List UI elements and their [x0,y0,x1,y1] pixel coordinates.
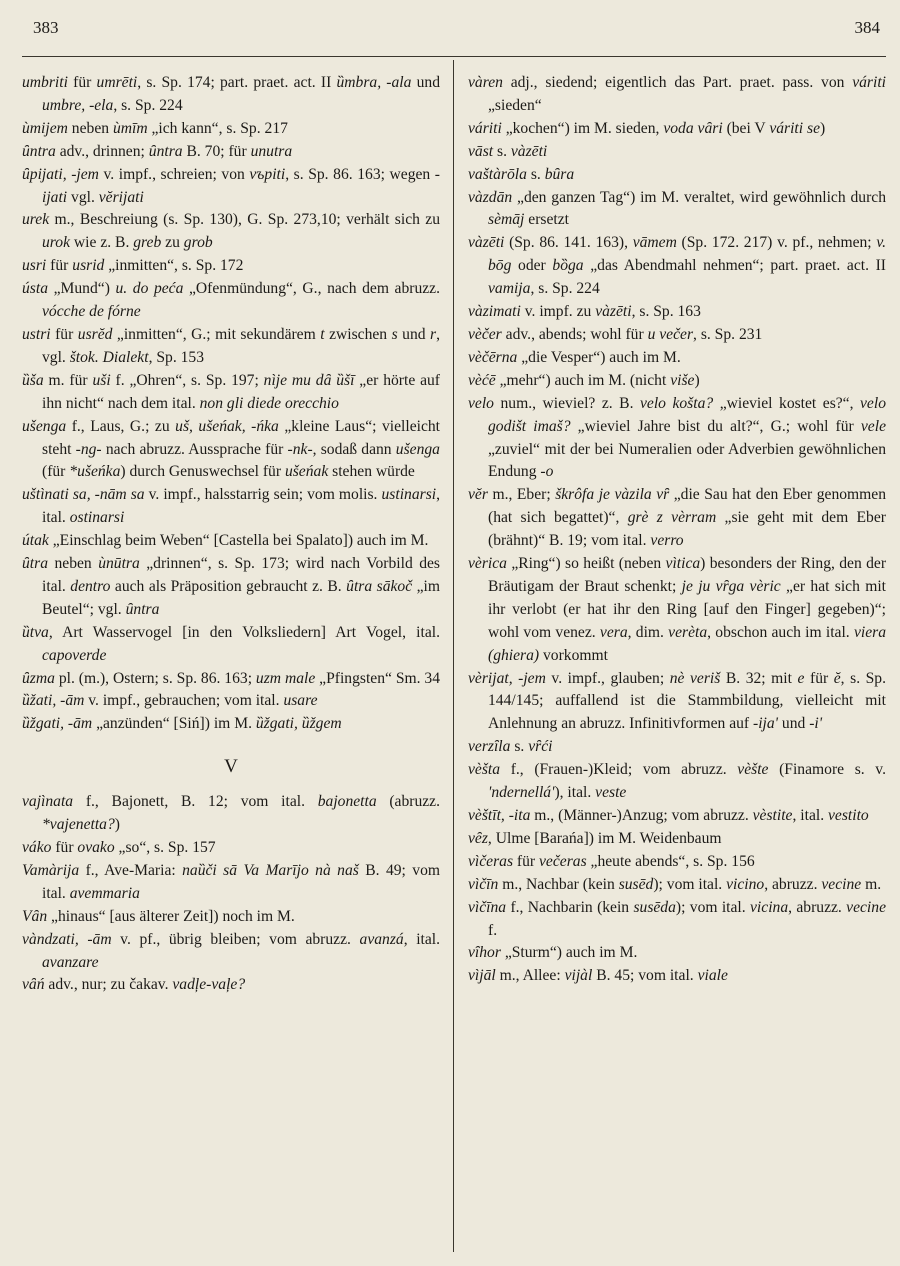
dictionary-entry: vìčeras für večeras „heute abends“, s. Sp. 156 [468,852,755,870]
dictionary-entry: vàzēti (Sp. 86. 141. 163), vāmem (Sp. 172. 217) v. pf., nehmen; v. bōg oder bȍga „das Abendmahl nehmen“; part. praet. act. II vamija, s. Sp. 224 [468,234,887,298]
dictionary-entry: Vȃn „hinaus“ [aus älterer Zeit]) noch im M. [22,907,295,925]
dictionary-entry: usri für usrid „inmitten“, s. Sp. 172 [22,257,244,275]
dictionary-entry: vèrijat, -jem v. impf., glauben; nè veriš B. 32; mit e für ĕ, s. Sp. 144/145; auffallend ist die Stammbildung, vielleicht mit Anlehnung an abruzz. Infinitivformen auf -ija' und -i' [468,669,887,733]
dictionary-entry: ustri für usrĕd „inmitten“, G.; mit sekundärem t zwischen s und r, vgl. štok. Dialekt, Sp. 153 [22,325,441,366]
right-column [468,72,886,988]
dictionary-entry: vìčīna f., Nachbarin (kein susēda); vom ital. vicina, abruzz. vecine f. [468,898,886,939]
dictionary-entry: ušenga f., Laus, G.; zu uš, ušeńak, -ńka „kleine Laus“; vielleicht steht -ng- nach abruzz. Aussprache für -nk-, sodaß dann ušenga (für *ušeńka) durch Genuswechsel für ušeńak stehen würde [22,417,440,481]
dictionary-entry: vèštīt, -ita m., (Männer-)Anzug; vom abruzz. vèstite, ital. vestito [468,807,869,824]
dictionary-entry: vaštàrōla s. bȗra [468,165,575,183]
dictionary-entry: vìjāl m., Allee: vijàl B. 45; vom ital. viale [468,967,728,985]
dictionary-entry: vajìnata f., Bajonett, B. 12; vom ital. bajonetta (abruzz. *vajenetta?) [22,793,440,834]
dictionary-entry: umbriti für umrēti, s. Sp. 174; part. praet. act. II ȕmbra, -ala und umbre, -ela, s. Sp. 224 [22,74,441,114]
dictionary-entry: vèrica „Ring“) so heißt (neben vìtica) besonders der Ring, den der Bräutigam der Braut schenkt; je ju vȓga vèric „er hat sich mit ihr verlobt (er hat ihr den Ring [auf den Finger] gegeben)“; wohl vom venez. vera, dim. verèta, obschon auch im ital. viera (ghiera) vorkommt [468,555,887,664]
left-column [22,72,440,997]
dictionary-entry: ȕžati, -ām v. impf., gebrauchen; vom ital. usare [22,692,318,710]
dictionary-entry: ȗzma pl. (m.), Ostern; s. Sp. 86. 163; uzm male „Pfingsten“ Sm. 34 [22,669,441,687]
dictionary-entry: vèčērna „die Vesper“) auch im M. [468,348,681,366]
dictionary-entry: vàzdān „den ganzen Tag“) im M. veraltet, wird gewöhnlich durch sèmāj ersetzt [468,188,886,229]
dictionary-entry: verzȋla s. vȓći [468,738,553,756]
dictionary-entry: vàren adj., siedend; eigentlich das Part. praet. pass. von váriti „sieden“ [468,74,886,114]
left-entries-u [22,72,440,736]
section-letter: V [224,756,238,778]
page-number-right: 384 [854,18,880,37]
dictionary-entry: ȗtra neben ùnūtra „drinnen“, s. Sp. 173; wird nach Vorbild des ital. dentro auch als Präposition gebraucht z. B. ȗtra sākoč „im Beutel“; vgl. ȗntra [22,555,440,618]
dictionary-entry: urek m., Beschreiung (s. Sp. 130), G. Sp. 273,10; verhält sich zu urok wie z. B. greb zu grob [22,211,440,252]
dictionary-entry: váriti „kochen“) im M. sieden, voda vȃri (bei V váriti se) [468,119,826,137]
column-divider [453,60,454,1252]
dictionary-entry: vàndzati, -ām v. pf., übrig bleiben; vom abruzz. avanzá, ital. avanzare [22,930,441,971]
dictionary-entry: velo num., wieviel? z. B. velo košta? „wieviel kostet es?“, velo godišt imaš? „wieviel Jahre bist du alt?“, G.; wohl für vele „zuviel“ mit der bei Numeralien oder Adverbien gewöhnlichen Endung -o [468,394,886,481]
dictionary-entry: ȕžgati, -ām „anzünden“ [Siń]) im M. ȕžgati, ȕžgem [22,715,342,733]
dictionary-entry: vìčīn m., Nachbar (kein susēd); vom ital. vicino, abruzz. vecine m. [468,875,882,893]
dictionary-entry: útak „Einschlag beim Weben“ [Castella bei Spalato]) auch im M. [22,532,429,550]
header-rule [22,56,886,57]
dictionary-entry: ȗpijati, -jem v. impf., schreien; von vъpiti, s. Sp. 86. 163; wegen -ijati vgl. vĕrijati [22,165,440,206]
dictionary-entry: ùmijem neben ùmīm „ich kann“, s. Sp. 217 [22,119,288,137]
dictionary-entry: ȗntra adv., drinnen; ȗntra B. 70; für unutra [22,142,293,160]
dictionary-entry: vàzimati v. impf. zu vàzēti, s. Sp. 163 [468,303,701,321]
dictionary-entry: ȕtva, Art Wasservogel [in den Volksliedern] Art Vogel, ital. capoverde [22,623,440,664]
left-entries-v [22,791,440,997]
dictionary-entry: vȋhor „Sturm“) auch im M. [468,944,638,962]
right-entries [468,72,886,988]
dictionary-entry: ȕša m. für uši f. „Ohren“, s. Sp. 197; nìje mu dȃ ȕšī „er hörte auf ihn nicht“ nach dem ital. non gli diede orecchio [22,371,441,412]
dictionary-entry: Vamàrija f., Ave-Maria: naȕči sā Va Marījo nà naš B. 49; vom ital. avemmaria [22,861,441,902]
dictionary-entry: vèšta f., (Frauen-)Kleid; vom abruzz. vèšte (Finamore s. v. 'ndernellá'), ital. veste [468,761,886,802]
dictionary-entry: vāst s. vàzēti [468,142,548,160]
dictionary-entry: ústa „Mund“) u. do peća „Ofenmündung“, G., nach dem abruzz. vócche de fórne [22,280,440,321]
dictionary-entry: vȇz, Ulme [Barańa]) im M. Weidenbaum [468,829,722,847]
dictionary-entry: vȃń adv., nur; zu čakav. vadļe-vaļe? [22,976,246,994]
dictionary-entry: uštìnati sa, -nām sa v. impf., halsstarrig sein; vom molis. ustinarsi, ital. ostinarsi [22,486,440,527]
dictionary-entry: vèćē „mehr“) auch im M. (nicht više) [468,371,700,389]
dictionary-entry: vèčer adv., abends; wohl für u večer, s. Sp. 231 [468,325,763,343]
dictionary-entry: váko für ovako „so“, s. Sp. 157 [22,839,216,856]
page-number-left: 383 [33,18,59,37]
dictionary-entry: vĕr m., Eber; škrôfa je vàzila vȓ „die Sau hat den Eber genommen (hat sich begattet)“, grè z vèrram „sie geht mit dem Eber (brähnt)“ B. 19; vom ital. verro [468,486,887,550]
